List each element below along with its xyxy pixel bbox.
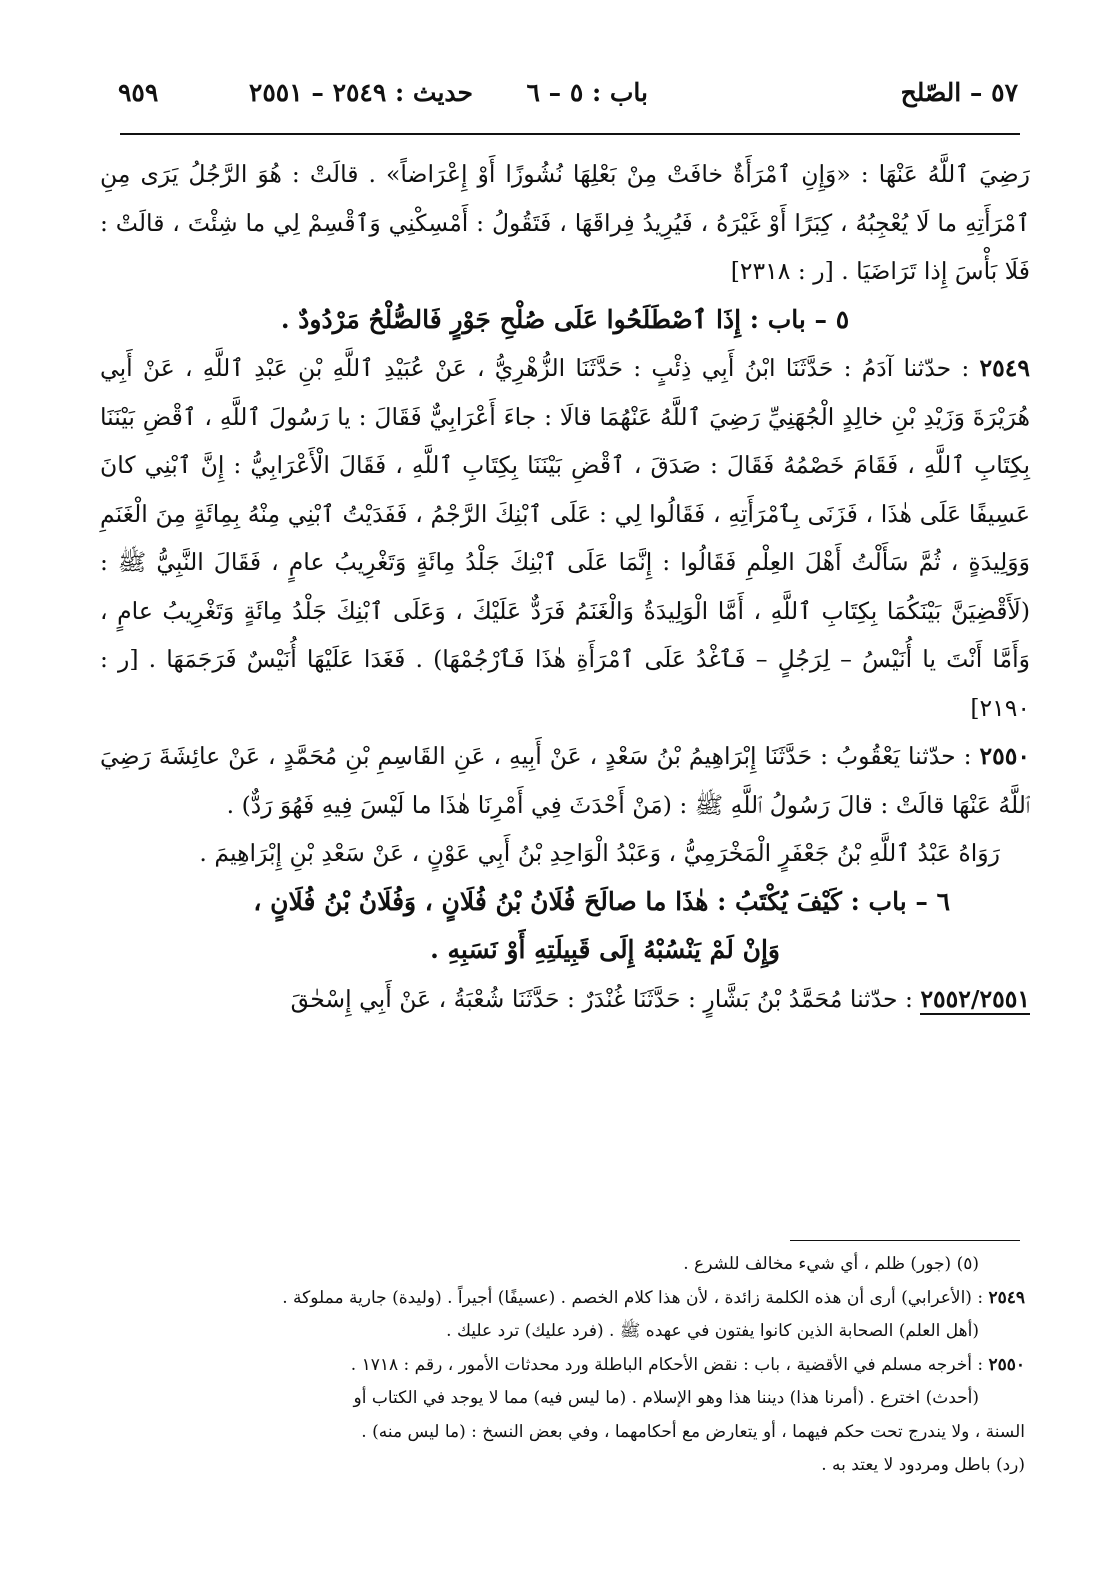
chapter-title: ٥٧ – الصّلح xyxy=(900,78,1018,107)
footnote-2549-cont: (أهل العلم) الصحابة الذين كانوا يفتون في عهده ﷺ . (فرد عليك) ترد عليك . xyxy=(446,1321,979,1341)
hadith-number: ٢٥٤٩ xyxy=(979,354,1030,382)
running-header xyxy=(118,78,1018,118)
hadith-number: ٢٥٥٠ xyxy=(979,742,1030,770)
main-text xyxy=(100,150,1030,1023)
hadith-range: حديث : ٢٥٤٩ – ٢٥٥١ xyxy=(248,78,473,107)
hadith-number: ٢٥٥٢/٢٥٥١ xyxy=(920,984,1030,1013)
footnote-text: : أخرجه مسلم في الأقضية ، باب : نقض الأحكام الباطلة ورد محدثات الأمور ، رقم : ١٧١٨ . xyxy=(350,1354,984,1375)
footnote-divider xyxy=(790,1240,1020,1241)
hadith-text: : حدّثنا مُحَمَّدُ بْنُ بَشَّارٍ : حَدَّثَنَا غُنْدَرٌ : حَدَّثَنَا شُعْبَةُ ، عَنْ أَبِي إِسْحٰقَ xyxy=(290,984,913,1013)
bab-6-title-line-2: وَإِنْ لَمْ يَنْسُبْهُ إِلَى قَبِيلَتِهِ أَوْ نَسَبِهِ . xyxy=(430,935,780,964)
footnote-2550-cont: (أحدث) اخترع . (أمرنا هذا) ديننا هذا وهو الإسلام . (ما ليس فيه) مما لا يوجد في الكتاب أو xyxy=(353,1388,979,1408)
page-number: ٩٥٩ xyxy=(118,78,159,107)
footnote-2549 xyxy=(100,1282,1025,1316)
footnote-2550-cont: السنة ، ولا يندرج تحت حكم فيهما ، أو يتعارض مع أحكامهما ، وفي بعض النسخ : (ما ليس منه) . xyxy=(361,1421,1025,1442)
hadith-2549 xyxy=(100,344,1030,732)
footnote-2550 xyxy=(100,1349,1025,1383)
footnote-2550-cont: (رد) باطل ومردود لا يعتد به . xyxy=(821,1455,1025,1475)
header-divider xyxy=(120,133,1020,135)
hadith-text: : حدّثنا آدَمُ : حَدَّثَنَا ابْنُ أَبِي ذِئْبٍ : حَدَّثَنَا الزُّهْرِيُّ ، عَنْ عُبَيْدِ ٱللَّهِ بْنِ عَبْدِ ٱللَّهِ ، عَنْ أَبِي هُرَيْرَةَ وَزَيْدِ بْنِ خالِدٍ الْجُهَنِيِّ رَضِيَ ٱللَّهُ عَنْهُمَا قالَا : جاءَ أَعْرَابِيٌّ فَقَالَ : يا رَسُولَ ٱللَّهِ ، ٱقْضِ بَيْنَنَا بِكِتَابِ ٱللَّهِ ، فَقَامَ خَصْمُهُ فَقَالَ : صَدَقَ ، ٱقْضِ بَيْنَنَا بِكِتَابِ ٱللَّهِ ، فَقَالَ الْأَعْرَابِيُّ : إِنَّ ٱبْنِي كانَ عَسِيفًا عَلَى هٰذَا ، فَزَنَى بِٱمْرَأَتِهِ ، فَقَالُوا لِي : عَلَى ٱبْنِكَ الرَّجْمُ ، فَفَدَيْتُ ٱبْنِي مِنْهُ بِمِائَةٍ مِنَ الْغَنَمِ وَوَلِيدَةٍ ، ثُمَّ سَأَلْتُ أَهْلَ العِلْمِ فَقَالُوا : إِنَّمَا عَلَى ٱبْنِكَ جَلْدُ مِائَةٍ وَتَغْرِيبُ عامٍ ، فَقَالَ النَّبِيُّ ﷺ : (لَأَقْضِيَنَّ بَيْنَكُمَا بِكِتَابِ ٱللَّهِ ، أَمَّا الْوَلِيدَةُ وَالْغَنَمُ فَرَدٌّ عَلَيْكَ ، وَعَلَى ٱبْنِكَ جَلْدُ مِائَةٍ وَتَغْرِيبُ عامٍ ، وَأَمَّا أَنْتَ يا أُنَيْسُ – لِرَجُلٍ – فَٱغْدُ عَلَى ٱمْرَأَةِ هٰذَا فَٱرْجُمْهَا) . فَغَدَا عَلَيْهَا أُنَيْسٌ فَرَجَمَهَا . [ر : ٢١٩٠] xyxy=(100,354,1030,722)
footnote-number: ٢٥٤٩ xyxy=(988,1287,1025,1308)
hadith-text: : حدّثنا يَعْقُوبُ : حَدَّثَنَا إِبْرَاهِيمُ بْنُ سَعْدٍ ، عَنْ أَبِيهِ ، عَنِ القَاسِمِ بْنِ مُحَمَّدٍ ، عَنْ عائِشَةَ رَضِيَ ٱللَّهُ عَنْهَا قالَتْ : قالَ رَسُولُ ٱللَّهِ ﷺ : (مَنْ أَحْدَثَ فِي أَمْرِنَا هٰذَا ما لَيْسَ فِيهِ فَهُوَ رَدٌّ) . xyxy=(100,742,1030,819)
bab-6-title-line-1: ٦ – باب : كَيْفَ يُكْتَبُ : هٰذَا ما صالَحَ فُلَانُ بْنُ فُلَانٍ ، وَفُلَانُ بْنُ فُلَانٍ ، xyxy=(253,886,950,916)
footnote-number: ٢٥٥٠ xyxy=(988,1354,1025,1375)
paragraph-continuation: رَضِيَ ٱللَّهُ عَنْهَا : «وَإِنِ ٱمْرَأَةٌ خافَتْ مِنْ بَعْلِهَا نُشُوزًا أَوْ إِعْرَاضاً» . قالَتْ : هُوَ الرَّجُلُ يَرَى مِنِ ٱمْرَأَتِهِ ما لَا يُعْجِبُهُ ، كِبَرًا أَوْ غَيْرَهُ ، فَيُرِيدُ فِراقَهَا ، فَتَقُولُ : أَمْسِكْنِي وَٱقْسِمْ لِي ما شِئْتَ ، قالَتْ : فَلَا بَأْسَ إِذا تَرَاضَيَا . [ر : ٢٣١٨] xyxy=(100,160,1030,285)
hadith-2550 xyxy=(100,732,1030,829)
riwaya-note: رَوَاهُ عَبْدُ ٱللَّهِ بْنُ جَعْفَرٍ الْمَخْرَمِيُّ ، وَعَبْدُ الْوَاحِدِ بْنُ أَبِي عَوْنٍ ، عَنْ سَعْدِ بْنِ إِبْرَاهِيمَ . xyxy=(199,839,1000,867)
footnote-text: : (الأعرابي) أرى أن هذه الكلمة زائدة ، لأن هذا كلام الخصم . (عسيفًا) أجيراً . (وليدة) جارية مملوكة . xyxy=(282,1287,984,1308)
footnotes xyxy=(100,1248,1025,1483)
bab-range: باب : ٥ – ٦ xyxy=(526,78,648,107)
footnote-5: (٥) (جور) ظلم ، أي شيء مخالف للشرع . xyxy=(683,1254,979,1274)
bab-5-title: ٥ – باب : إِذَا ٱصْطَلَحُوا عَلَى صُلْحِ جَوْرٍ فَالصُّلْحُ مَرْدُودٌ . xyxy=(280,304,850,334)
hadith-2551 xyxy=(100,975,1030,1024)
